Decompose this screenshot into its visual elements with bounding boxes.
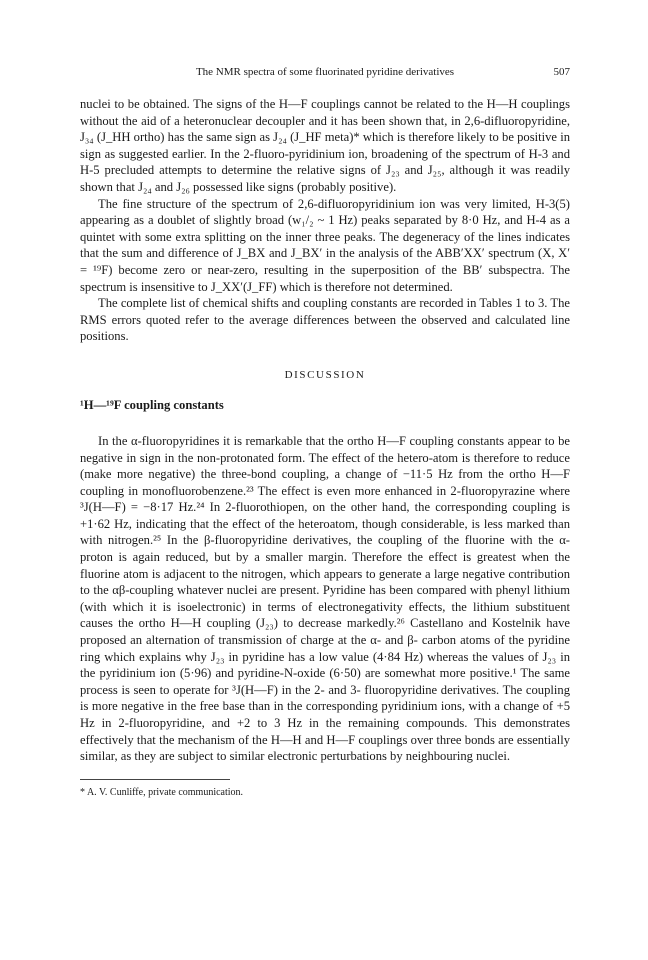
footnote-divider <box>80 779 230 780</box>
running-head-title: The NMR spectra of some fluorinated pyridine derivatives <box>195 66 455 78</box>
article-body <box>80 96 570 800</box>
footnote: * A. V. Cunliffe, private communication. <box>80 786 244 798</box>
paragraph-discussion: In the α-fluoropyridines it is remarkable that the ortho H—F coupling constants appear to be negative in sign in the non-protonated form. The effect of the hetero-atom is therefore to reduce (make more negative) the three-bond coupling, a change of −11·5 Hz from the ortho H—F coupling in monofluorobenzene.²³ The effect is even more enhanced in 2-fluoropyrazine where ³J(H—F) = −8·17 Hz.²⁴ In 2-fluorothiopen, on the other hand, the corresponding coupling is +1·62 Hz, indicating that the effect of the heteroatom, though considerable, is less marked than with nitrogen.²⁵ In the β-fluoropyridine derivatives, the coupling of the fluorine with the α-proton is again reduced, but by a smaller margin. Therefore the effect is greatest when the fluorine atom is adjacent to the nitrogen, which appears to generate a large negative contribution to the αβ-coupling whatever nuclei are present. Pyridine has been compared with phenyl lithium (with which it is isoelectronic) in terms of electronegativity effects, the lithium substituent causes the ortho H—H coupling (J₂₃) to decrease markedly.²⁶ Castellano and Kostelnik have proposed an alternation of transmission of charge at the α- and β- carbon atoms of the pyridine ring which explains why J₂₃ in pyridine has a low value (4·84 Hz) whereas the values of J₂₃ in the pyridinium ion (5·96) and pyridine-N-oxide (6·50) are somewhat more positive.¹ The same process is seen to operate for ³J(H—F) in the 2- and 3- fluoropyridine derivatives. The coupling is more negative in the free base than in the corresponding pyridinium ions, with a change of +5 Hz in 2-fluoropyridine, and +2 to 3 Hz in the remaining compounds. This demonstrates effectively that the mechanism of the H—H and H—F couplings over three bonds are essentially similar, as they are subject to similar electronic perturbations by neighbouring nuclei. <box>80 433 570 764</box>
running-head <box>80 64 570 80</box>
paragraph-difluoropyridinium: The fine structure of the spectrum of 2,6-difluoropyridinium ion was very limited, H-3(5) appearing as a doublet of slightly broad (w₁/₂ ~ 1 Hz) peaks separated by 8·0 Hz, and H-4 as a quintet with some extra splitting on the inner three peaks. The degeneracy of the lines indicates that the sum and difference of J_BX and J_BX′ in the analysis of the ABB′XX′ spectrum (X, X′ = ¹⁹F) become zero or near-zero, resulting in the superposition of the BB′ subspectra. The spectrum is insensitive to J_XX′(J_FF) which is therefore not determined. <box>80 196 570 294</box>
section-heading: DISCUSSION <box>284 368 366 381</box>
paragraph-coupling-signs: nuclei to be obtained. The signs of the H—F couplings cannot be related to the H—H couplings without the aid of a heteronuclear decoupler and it has been shown that, in 2,6-difluoropyridine, J₃₄ (J_HH ortho) has the same sign as J₂₄ (J_HF meta)* which is therefore likely to be positive in sign as suggested earlier. In the 2-fluoro-pyridinium ion, broadening of the spectrum of H-3 and H-5 precluded attempts to determine the relative signs of J₂₃ and J₂₅, although it was readily shown that J₂₄ and J₂₆ possessed like signs (probably positive). <box>80 97 570 194</box>
page-number: 507 <box>553 66 570 78</box>
subsection-heading: ¹H—¹⁹F coupling constants <box>80 397 224 412</box>
paragraph-tables: The complete list of chemical shifts and coupling constants are recorded in Tables 1 to 3. The RMS errors quoted refer to the average differences between the observed and calculated line positions. <box>80 296 570 344</box>
